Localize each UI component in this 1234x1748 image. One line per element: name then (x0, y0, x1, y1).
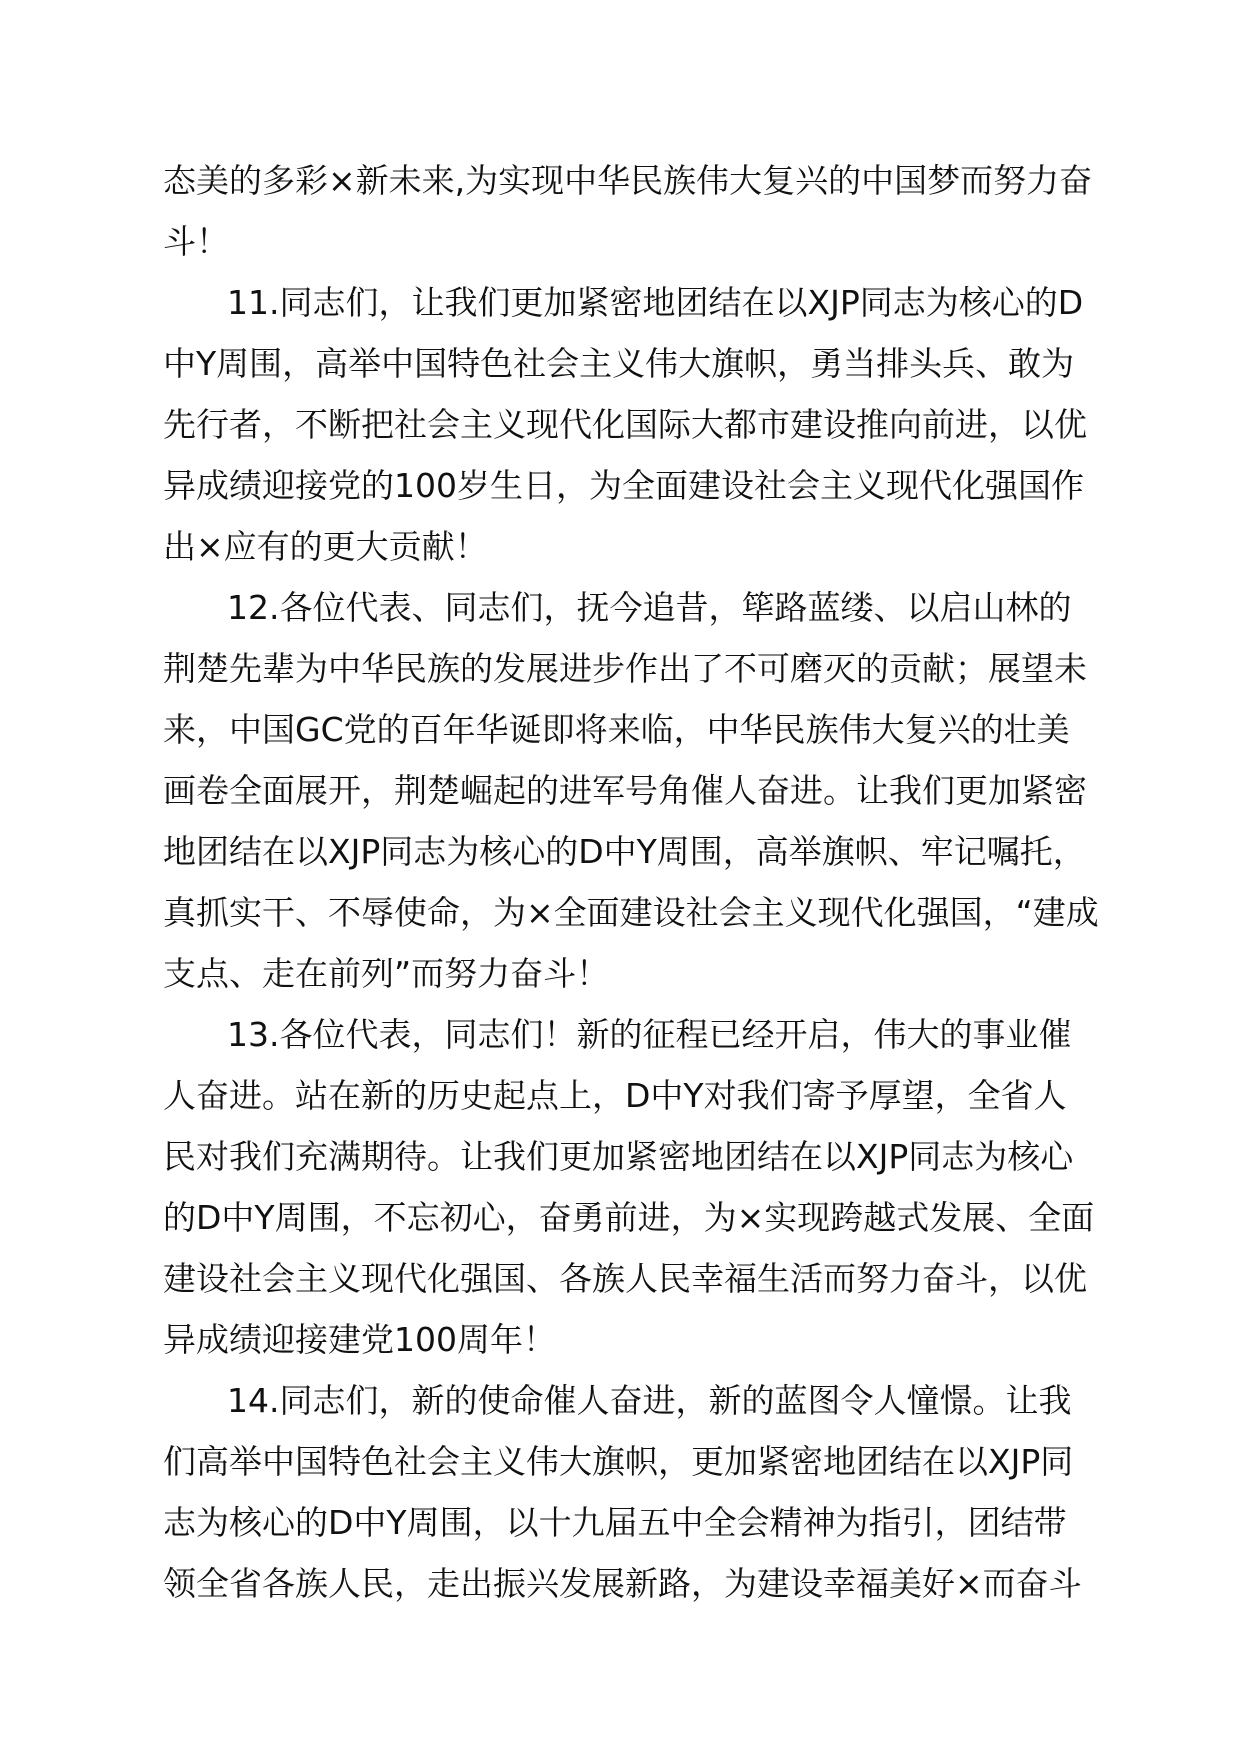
text-line: 画卷全面展开，荆楚崛起的进军号角催人奋进。让我们更加紧密 (163, 771, 1087, 810)
text-line: 的D中Y周围，不忘初心，奋勇前进，为×实现跨越式发展、全面 (163, 1198, 1095, 1237)
paragraph-14-first-line: 14.同志们，新的使命催人奋进，新的蓝图令人憧憬。让我 (227, 1381, 1072, 1420)
text-line: 异成绩迎接建党100周年！ (163, 1320, 556, 1359)
text-line: 建设社会主义现代化强国、各族人民幸福生活而努力奋斗，以优 (163, 1259, 1087, 1298)
paragraph-11-first-line: 11.同志们，让我们更加紧密地团结在以XJP同志为核心的D (227, 283, 1084, 322)
text-line: 们高举中国特色社会主义伟大旗帜，更加紧密地团结在以XJP同 (163, 1442, 1074, 1481)
text-line: 先行者，不断把社会主义现代化国际大都市建设推向前进，以优 (163, 405, 1087, 444)
text-line: 荆楚先辈为中华民族的发展进步作出了不可磨灭的贡献；展望未 (163, 649, 1087, 688)
text-line: 出×应有的更大贡献！ (163, 527, 488, 566)
text-line: 异成绩迎接党的100岁生日，为全面建设社会主义现代化强国作 (163, 466, 1084, 505)
paragraph-12-first-line: 12.各位代表、同志们，抚今追昔，筚路蓝缕、以启山林的 (227, 588, 1072, 627)
text-line: 中Y周围，高举中国特色社会主义伟大旗帜，勇当排头兵、敢为 (163, 344, 1075, 383)
text-line: 支点、走在前列”而努力奋斗！ (163, 954, 610, 993)
text-line: 来，中国GC党的百年华诞即将来临，中华民族伟大复兴的壮美 (163, 710, 1070, 749)
text-line: 民对我们充满期待。让我们更加紧密地团结在以XJP同志为核心 (163, 1137, 1074, 1176)
text-line: 志为核心的D中Y周围，以十九届五中全会精神为指引，团结带 (163, 1503, 1067, 1542)
text-line: 态美的多彩×新未来,为实现中华民族伟大复兴的中国梦而努力奋 (163, 161, 1093, 200)
text-line: 人奋进。站在新的历史起点上，D中Y对我们寄予厚望，全省人 (163, 1076, 1067, 1115)
text-line: 地团结在以XJP同志为核心的D中Y周围，高举旗帜、牢记嘱托， (163, 832, 1086, 871)
text-line: 领全省各族人民，走出振兴发展新路，为建设幸福美好×而奋斗 (163, 1564, 1082, 1603)
document-body-text (163, 150, 1123, 1614)
text-line: 斗！ (163, 222, 229, 261)
text-line: 真抓实干、不辱使命，为×全面建设社会主义现代化强国，“建成 (163, 893, 1099, 932)
paragraph-13-first-line: 13.各位代表，同志们！新的征程已经开启，伟大的事业催 (227, 1015, 1072, 1054)
